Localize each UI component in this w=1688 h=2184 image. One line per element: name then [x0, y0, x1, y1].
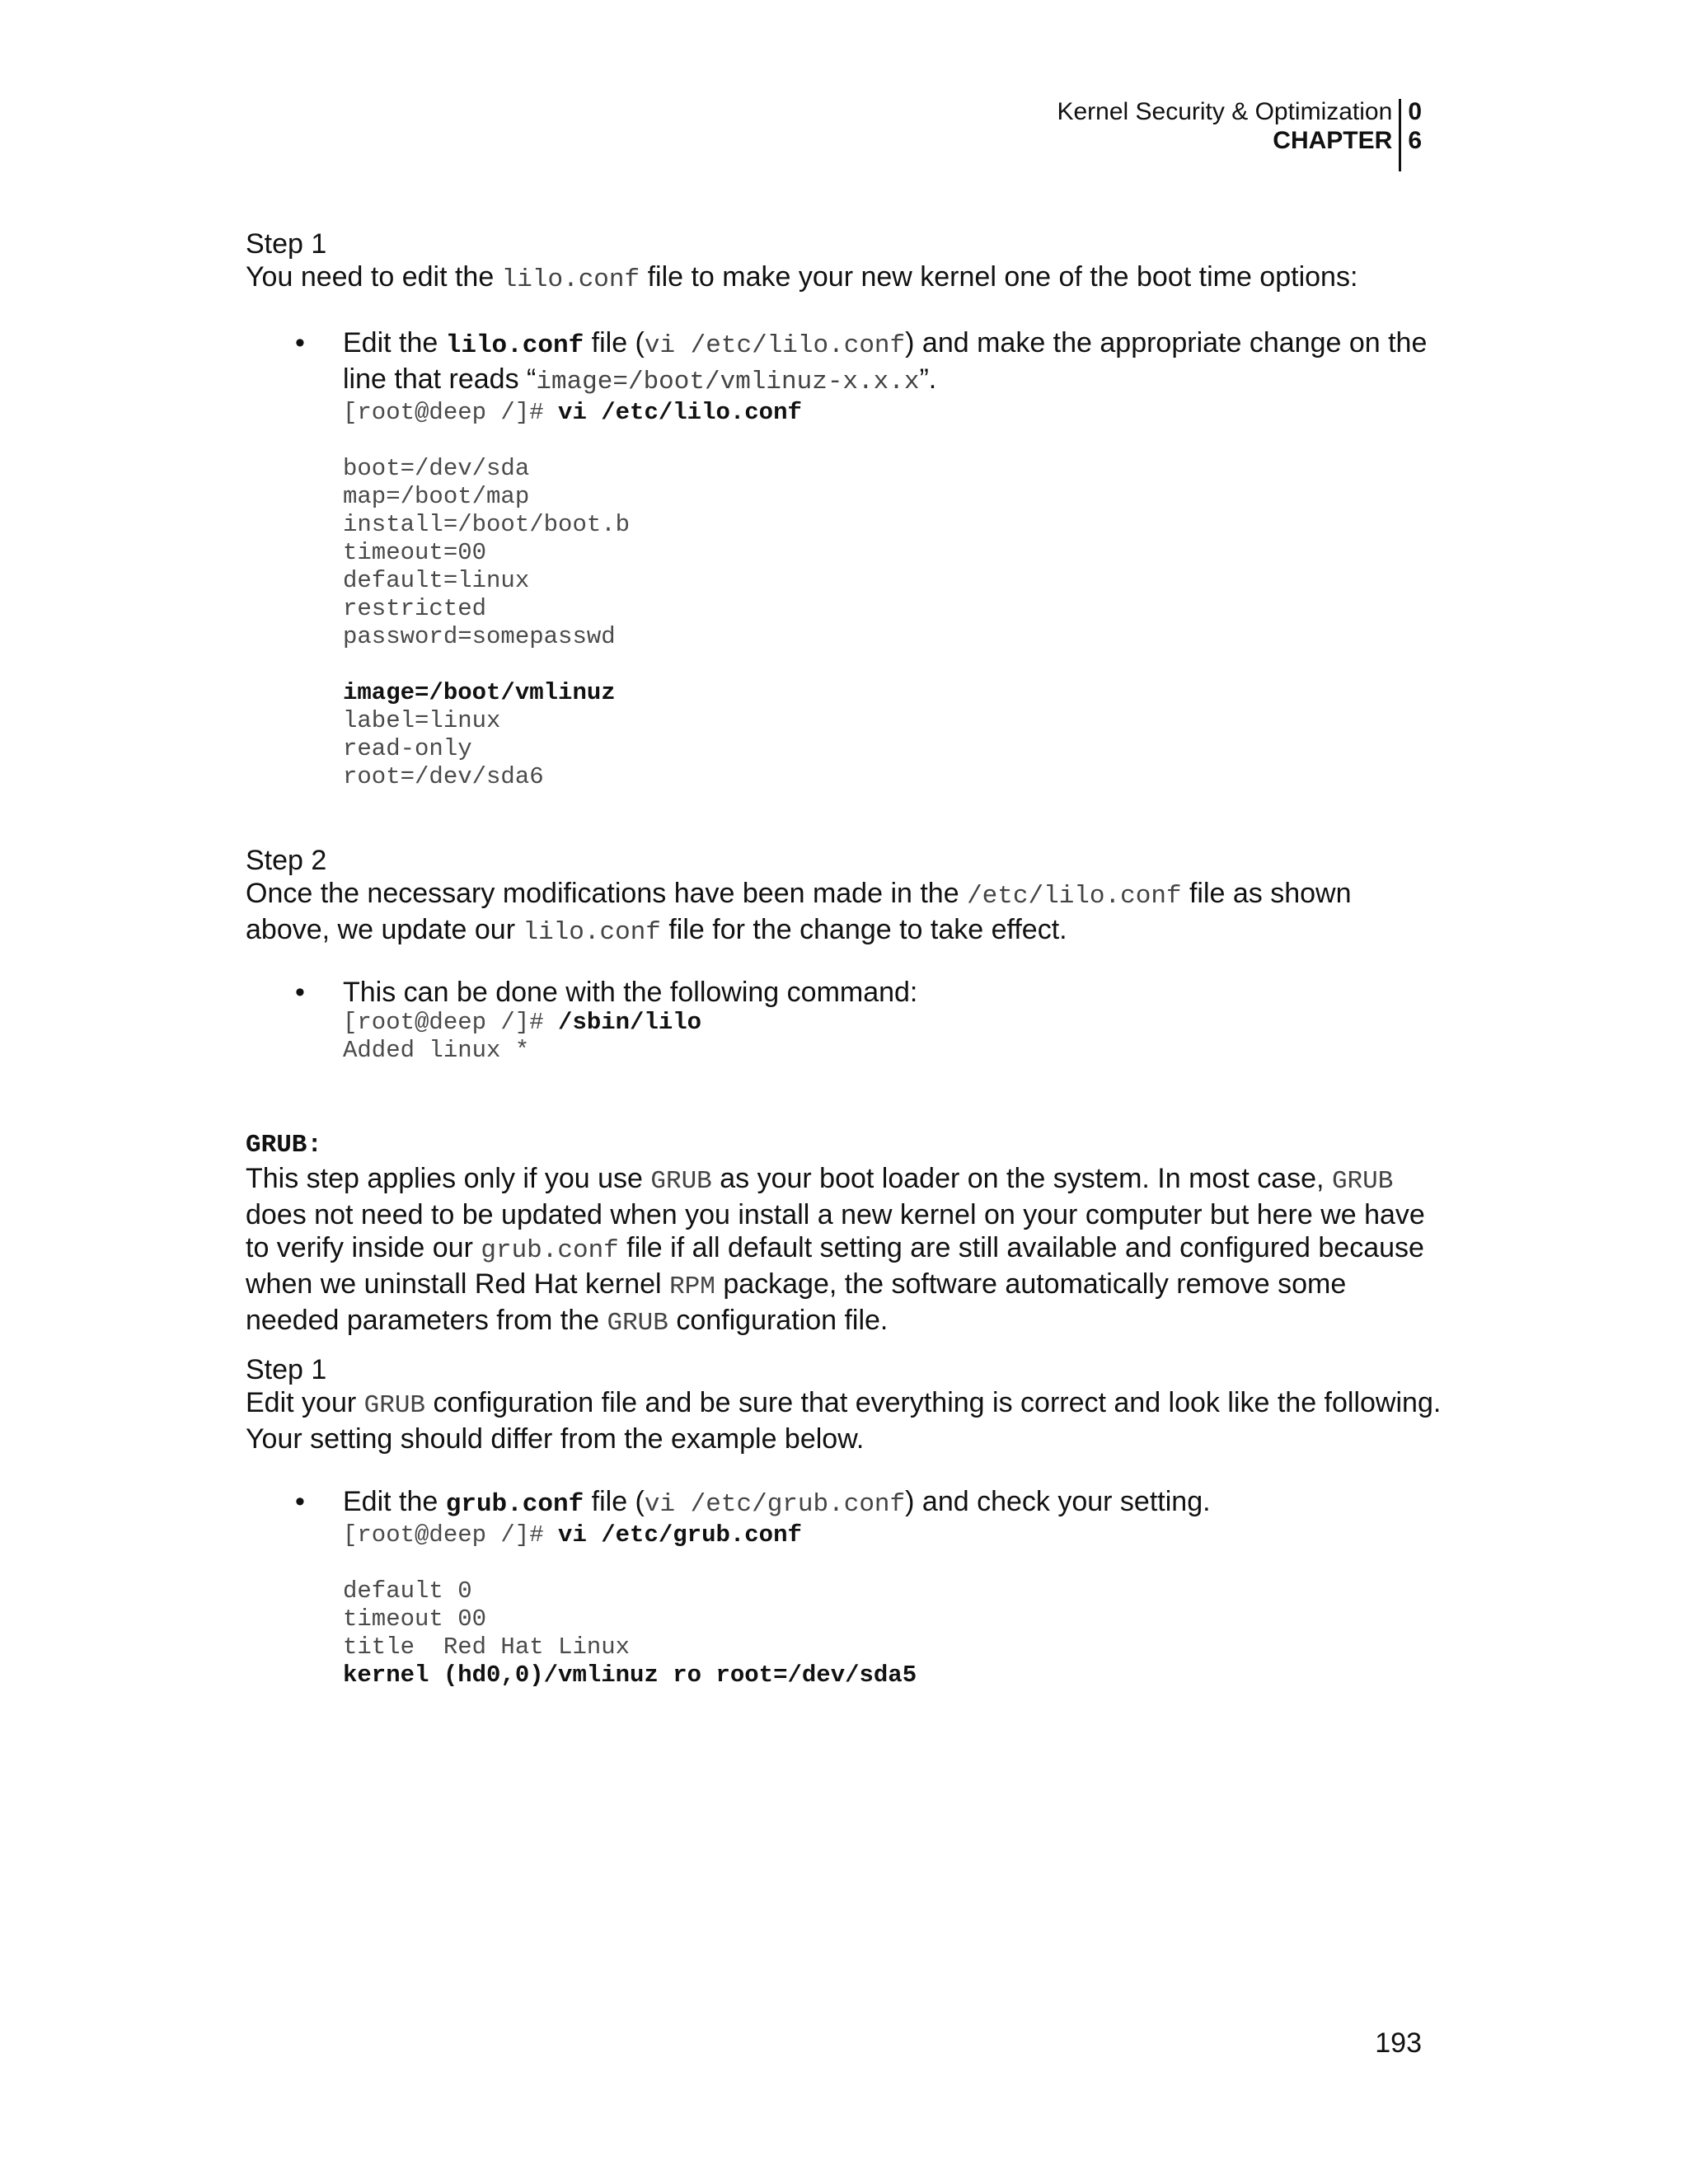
bullet-icon: • [295, 327, 305, 359]
header-chapter-label: CHAPTER [1273, 127, 1393, 154]
header-chapter-digit-2: 6 [1408, 127, 1422, 154]
paragraph: You need to edit the lilo.conf file to make your new kernel one of the boot time options: [246, 261, 1358, 294]
step-heading: Step 1 [246, 1354, 327, 1385]
code-block: [root@deep /]# /sbin/lilo Added linux * [343, 1009, 702, 1064]
lilo-step1-section [246, 227, 1442, 297]
section-heading: GRUB: [246, 1131, 323, 1160]
list-item [246, 976, 1442, 1065]
step-heading: Step 1 [246, 228, 327, 260]
code-block: [root@deep /]# vi /etc/grub.conf default 0 timeout 00 title Red Hat Linux kernel (hd0,0)/vmlinuz ro root=/dev/sda5 [343, 1521, 917, 1689]
list-item [246, 1485, 1442, 1690]
page-number: 193 [1375, 2027, 1422, 2059]
paragraph: Edit your GRUB configuration file and be sure that everything is correct and look like the following. Your setting should differ from the example below. [246, 1387, 1442, 1455]
header-chapter-digit-1: 0 [1408, 98, 1422, 125]
header-title: Kernel Security & Optimization [1057, 98, 1393, 125]
running-header [1057, 97, 1422, 171]
paragraph: Once the necessary modifications have been made in the /etc/lilo.conf file as shown above, we update our lilo.conf file for the change to take effect. [246, 878, 1352, 947]
bullet-icon: • [295, 1486, 305, 1517]
paragraph: Edit the lilo.conf file (vi /etc/lilo.conf) and make the appropriate change on the line that reads “image=/boot/vmlinuz-x.x.x”. [343, 327, 1428, 396]
paragraph: This can be done with the following command: [343, 977, 918, 1008]
grub-step1-section [246, 1353, 1442, 1455]
code-block: [root@deep /]# vi /etc/lilo.conf boot=/dev/sda map=/boot/map install=/boot/boot.b timeout=00 default=linux restricted password=somepasswd image=/boot/vmlinuz label=linux read-only root=/dev/sda6 [343, 399, 802, 790]
grub-section [246, 1129, 1442, 1340]
list-item [246, 326, 1442, 791]
bullet-icon: • [295, 977, 305, 1008]
paragraph: This step applies only if you use GRUB as your boot loader on the system. In most case, GRUB does not need to be updated when you install a new kernel on your computer but here we have to verify inside our grub.conf file if all default setting are still available and configured because when we uninstall Red Hat kernel RPM package, the software automatically remove some needed parameters from the GRUB configuration file. [246, 1163, 1425, 1338]
lilo-step2-section [246, 844, 1442, 949]
paragraph: Edit the grub.conf file (vi /etc/grub.conf) and check your setting. [343, 1486, 1211, 1519]
step-heading: Step 2 [246, 845, 327, 876]
